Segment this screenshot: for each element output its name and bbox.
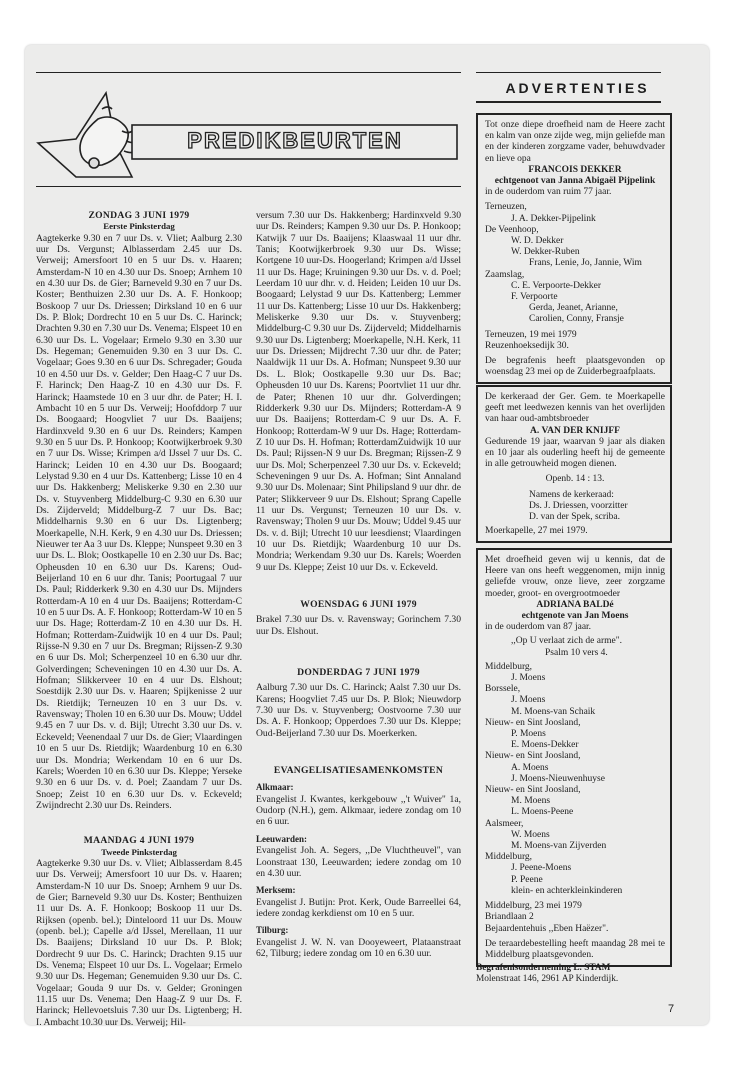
- ad-family-list: [485, 662, 665, 897]
- evangelisatie-entry: Evangelist J. W. N. van Dooyeweert, Plataanstraat 62, Tilburg; iedere zondag om 10 en 6.30 uur.: [256, 936, 461, 959]
- woensdag-services: Brakel 7.30 uur Ds. v. Ravensway; Gorinchem 7.30 uur Ds. Elshout.: [256, 614, 461, 637]
- ad-family-line: Nieuw- en Sint Joosland,: [485, 785, 581, 796]
- ad-intro: Met droefheid geven wij u kennis, dat de Heere van ons heeft weggenomen, mijn innig geliefde vrouw, onze lieve, zeer zorgzame moeder, groot- en overgrootmoeder: [485, 555, 665, 599]
- page-number: 7: [668, 1003, 675, 1015]
- woensdag-heading: WOENSDAG 6 JUNI 1979: [300, 599, 417, 610]
- ad-dekker: [476, 113, 672, 384]
- evangelisatie-place: Alkmaar:: [256, 782, 294, 793]
- ad-van-der-knijff: [476, 385, 672, 543]
- advertenties-title: ADVERTENTIES: [505, 80, 650, 96]
- ad-family-line: Middelburg,: [485, 852, 533, 863]
- ad-family-line: E. Moens-Dekker: [511, 740, 579, 751]
- bell-icon: [38, 93, 140, 177]
- middle-column: [256, 210, 461, 959]
- ad-family-line: Carolien, Conny, Fransje: [529, 314, 624, 325]
- ad-family-line: W. D. Dekker: [511, 236, 564, 247]
- undertaker-footer: [476, 963, 686, 985]
- ad-place-date: Terneuzen, 19 mei 1979: [485, 329, 577, 340]
- ad-family-list: [485, 202, 665, 325]
- ad-family-line: W. Moens: [511, 829, 550, 840]
- ad-signature: D. van der Spek, scriba.: [529, 512, 621, 523]
- ad-family-line: L. Moens-Peene: [511, 807, 574, 818]
- ad-family-line: J. Moens: [511, 673, 546, 684]
- banner-title: PREDIKBEURTEN: [187, 128, 403, 153]
- ad-address: Briandlaan 2: [485, 912, 534, 923]
- banner-rule-bottom: [36, 186, 461, 187]
- ad-body: Gedurende 19 jaar, waarvan 9 jaar als diaken en 10 jaar als ouderling heeft hij de gemeente in alle getrouwheid mogen dienen.: [485, 436, 665, 470]
- ad-burial: De begrafenis heeft plaatsgevonden op woensdag 23 mei op de Zuiderbegraafplaats.: [485, 356, 665, 378]
- ad-family-line: Nieuw- en Sint Joosland,: [485, 717, 581, 728]
- top-rule-left: [36, 72, 461, 73]
- ad-family-line: C. E. Verpoorte-Dekker: [511, 280, 602, 291]
- ad-psalm: Psalm 10 vers 4.: [545, 647, 608, 658]
- ad-spouse: echtgenote van Jan Moens: [521, 611, 629, 622]
- ad-family-line: P. Moens: [511, 729, 546, 740]
- ad-family-line: De Veenhoop,: [485, 224, 539, 235]
- ad-family-line: M. Moens-van Zijverden: [511, 841, 607, 852]
- ad-family-line: J. Moens: [511, 695, 546, 706]
- ad-intro: Tot onze diepe droefheid nam de Heere zacht en kalm van onze zijde weg, mijn geliefde man en der kinderen zorgzame vader, behuwdvader en lieve opa: [485, 120, 665, 164]
- ad-family-line: Frans, Lenie, Jo, Jannie, Wim: [529, 258, 642, 269]
- ad-family-line: Aalsmeer,: [485, 818, 524, 829]
- ad-family-line: Zaamslag,: [485, 269, 525, 280]
- maandag-subheading: Tweede Pinksterdag: [101, 846, 177, 857]
- ad-family-line: Nieuw- en Sint Joosland,: [485, 751, 581, 762]
- ad-family-line: P. Peene: [511, 874, 543, 885]
- ad-home: Bejaardentehuis ,,Eben Haëzer".: [485, 923, 609, 934]
- ad-burial: De teraardebestelling heeft maandag 28 mei te Middelburg plaatsgevonden.: [485, 938, 665, 960]
- ad-deceased-name: A. VAN DER KNIJFF: [530, 425, 620, 436]
- donderdag-heading: DONDERDAG 7 JUNI 1979: [297, 667, 420, 679]
- ad-family-line: J. A. Dekker-Pijpelink: [511, 213, 596, 224]
- ad-place-date: Middelburg, 23 mei 1979: [485, 901, 582, 912]
- ad-family-line: M. Moens-van Schaik: [511, 706, 596, 717]
- ad-deceased-name: ADRIANA BALDé: [536, 599, 614, 610]
- maandag-services: Aagtekerke 9.30 uur Ds. v. Vliet; Alblasserdam 8.45 uur Ds. Verweij; Amersfoort 10 uur Ds. v. Haaren; Amsterdam-N 10 uur Ds. Snoep; Arnhem 9 uur Ds. de Gier; Barneveld 9.30 uur Ds. Koster; Benthuizen 11 uur Ds. A. F. Honkoop; Boskoop 11 uur Ds. Rijksen (openb. bel.); Dinteloord 11 uur Ds. Mouw (openb. bel.); Capelle a/d IJssel, Merellaan, 11 uur Ds. Baaijens; Dirksland 10 uur Ds. P. Blok; Dordrecht 9 uur Ds. C. Harinck; Drachten 9.15 uur Ds. Venema; Elspeet 10 uur Ds. L. Vogelaar; Ermelo 9.30 uur Ds. Hegeman; Genemuiden 9.30 uur Ds. C. Vogelaar; Gouda 9 uur Ds. v. Gelder; Groningen 11.15 uur Ds. Venema; Den Haag-Z 9 uur Ds. F. Harinck; Hellevoetsluis 7.30 uur Ds. Ligtenberg; H. I. Ambacht 10.30 uur Ds. Verweij; Hil-: [36, 857, 242, 1028]
- ad-family-line: J. Moens-Nieuwenhuyse: [511, 773, 605, 784]
- maandag-heading: MAANDAG 4 JUNI 1979: [83, 835, 195, 847]
- ad-balde: [476, 548, 672, 967]
- ad-family-line: Gerda, Jeanet, Arianne,: [529, 303, 618, 314]
- ad-family-line: A. Moens: [511, 762, 549, 773]
- zondag-heading: ZONDAG 3 JUNI 1979: [88, 210, 190, 221]
- ad-quote: ,,Op U verlaat zich de arme".: [511, 636, 622, 647]
- ad-family-line: F. Verpoorte: [511, 292, 558, 303]
- ad-age: in de ouderdom van 87 jaar.: [485, 622, 592, 633]
- left-column: [36, 210, 242, 1028]
- ad-signature: Ds. J. Driessen, voorzitter: [529, 500, 628, 511]
- undertaker-name: Begrafenisonderneming L. STAM: [476, 963, 611, 973]
- ad-family-line: Middelburg,: [485, 661, 533, 672]
- zondag-services: Aagtekerke 9.30 en 7 uur Ds. v. Vliet; Aalburg 2.30 uur Ds. Vergunst; Alblasserdam 2.45 uur Ds. Verweij; Amersfoort 10 en 5 uur Ds. v. Haaren; Amsterdam-N 10 en 4.30 uur Ds. Snoep; Arnhem 10 en 4.30 uur Ds. de Gier; Barneveld 9.30 en 7 uur Ds. Koster; Benthuizen 2.30 uur Ds. A. F. Honkoop; Boskoop 7 uur Ds. Driessen; Dirksland 10 en 6 uur Ds. P. Blok; Dordrecht 10 en 5 uur Ds. C. Harinck; Drachten 9.30 en 7.30 uur Ds. Venema; Elspeet 10 en 6.30 uur Ds. L. Vogelaar; Ermelo 9.30 en 3.30 uur Ds. Hegeman; Genemuiden 9.30 en 3 uur Ds. C. Vogelaar; Goes 9.30 en 6 uur Ds. Schregader; Gouda 10 en 4.50 uur Ds. v. Gelder; Den Haag-C 7 uur Ds. F. Harinck; Den Haag-Z 10 en 4.30 uur Ds. F. Harinck; Haamstede 10 en 3 uur dhr. de Pater; H. I. Ambacht 10 en 5 uur Ds. Verweij; Hoofddorp 7 uur Ds. Boogaard; Hoogvliet 7 uur Ds. Baaijens; Hardinxveld 9.30 en 6 uur Ds. Reinders; Kampen 9.30 en 5 uur Ds. P. Honkoop; Kootwijkerbroek 9.30 en 7 uur Ds. Wisse; Krimpen a/d IJssel 7 uur Ds. C. Harinck; Leiden 10 en 4.30 uur Ds. Boogaard; Lelystad 9.30 en 4 uur Ds. Kattenberg; Lisse 10 en 4 uur Ds. Hakkenberg; Meliskerke 9.30 en 2.30 uur Ds. v. Stuyvenberg Middelburg-C 9.30 en 6.30 uur Ds. Zijderveld; Middelburg-Z 7 uur Ds. Bac; Middelharnis 9.30 en 6 uur Ds. Ligtenberg; Moerkapelle, N.H. Kerk, 9 en 4.30 uur Ds. Driessen; Nieuwer ter Aa 3 uur Ds. Kleppe; Nunspeet 9.30 en 3 uur Ds. L. Blok; Oostkapelle 10 en 2.30 uur Ds. Bac; Opheusden 10 en 6.30 uur Ds. Karens; Oud-Beijerland 10 en 6 uur dhr. Tanis; Poortugaal 7 uur Ds. Paul; Ridderkerk 9.30 en 4.30 uur Ds. Mijnders Rotterdam-A 10 en 4 uur Ds. Baaijens; Rotterdam-C 10 en 5 uur Ds. A. F. Honkoop; Rotterdam-W 10 en 5 uur Ds. Hage; Rotterdam-Z 10 en 4.30 uur Ds. H. Hofman; Rotterdam-Zuidwijk 10 en 4 uur Ds. Paul; Rijsse-N 9.30 en 7 uur Ds. Bregman; Rijssen-Z 9.30 en 6 uur Ds. Mol; Scherpenzeel 10 en 6.30 uur dhr. Golverdingen; Scheveningen 10 en 4.30 uur Ds. A. Hofman; Slikkerveer 10 en 4 uur Ds. Elshout; Soestdijk 2.30 uur Ds. v. Haaren; Spijkenisse 2 uur Ds. Rietdijk; Terneuzen 10 en 3 uur Ds. v. Ravensway; Tholen 10 en 6.30 uur Ds. Mouw; Uddel 9.45 en 7 uur Ds. v. d. Bijl; Utrecht 3.30 uur Ds. v. Eckeveld; Veenendaal 7 uur Ds. de Gier; Vlaardingen 10 en 5 uur Ds. Rietdijk; Waardenburg 10 en 6.30 uur Ds. Mondria; Werkendam 10 en 6 uur Ds. Karels; Woerden 10 en 6.30 uur Ds. Kleppe; Yerseke 9.30 en 6 uur Ds. v. d. Poel; Zaandam 7 uur Ds. Snoep; Zeist 10 en 6.30 uur Ds. v. Eckeveld; Zwijndrecht 2.30 uur Ds. Reinders.: [36, 232, 242, 811]
- ad-signature: Namens de kerkeraad:: [529, 489, 614, 500]
- ad-deceased-name: FRANCOIS DEKKER: [528, 164, 622, 175]
- donderdag-services: Aalburg 7.30 uur Ds. C. Harinck; Aalst 7.30 uur Ds. Karens; Hoogvliet 7.45 uur Ds. P. Blok; Nieuwdorp 7.30 uur Ds. v. Stuyvenberg; Oostvoorne 7.30 uur Ds. A. F. Honkoop; Opperdoes 7.30 uur Ds. Kleppe; Oud-Beijerland 7.30 uur Ds. Moerkerken.: [256, 682, 461, 739]
- ad-family-line: Borssele,: [485, 684, 521, 695]
- ads-rule: [476, 101, 661, 103]
- evangelisatie-entry: Evangelist J. Kwantes, kerkgebouw ,,'t Wuiver" 1a, Oudorp (N.H.), gem. Alkmaar, iedere zondag om 10 en 6 uur.: [256, 793, 461, 828]
- ad-place-date: Moerkapelle, 27 mei 1979.: [485, 526, 588, 537]
- maandag-services-continued: versum 7.30 uur Ds. Hakkenberg; Hardinxveld 9.30 uur Ds. Reinders; Kampen 9.30 uur Ds. P. Honkoop; Katwijk 7 uur Ds. Baaijens; Klaaswaal 11 uur dhr. Tanis; Kootwijkerbroek 9.30 uur Ds. Wisse; Kortgene 10 uur-Ds. Hoogerland; Krimpen a/d IJssel 11 uur Ds. Hage; Kruiningen 9.30 uur Ds. v. d. Poel; Leerdam 10 uur dhr. v. d. Heiden; Leiden 10 uur Ds. Boogaard; Lelystad 9 uur Ds. Kattenberg; Lemmer 11 uur Ds. Kattenberg; Lisse 10 uur Ds. Hakkenberg; Meliskerke 9.30 uur Ds. v. Stuyvenberg; Middelburg-C 9.30 uur Ds. Zijderveld; Middelharnis 9.30 uur Ds. Ligtenberg; Moerkapelle, N.H. Kerk, 11 uur Ds. Driessen; Mijdrecht 7.30 uur dhr. de Pater; Naaldwijk 11 uur Ds. A. Hofman; Nunspeet 9.30 uur Ds. L. Blok; Oostkapelle 9.30 uur Ds. Bac; Opheusden 10 uur Ds. Karens; Poortvliet 11 uur dhr. de Pater; Rhenen 10 uur dhr. Golverdingen; Ridderkerk 9.30 uur Ds. Mijnders; Rotterdam-A 9 uur Ds. Baaijens; Rotterdam-C 9 uur Ds. A. F. Honkoop; Rotterdam-W 9 uur Ds. Hage; Rotterdam-Z 10 uur Ds. H. Hofman; RotterdamZuidwijk 10 uur Ds. Paul; Rijssen-N 9 uur Ds. Bregman; Rijssen-Z 9 uur Ds. Mol; Scherpenzeel 7.30 uur Ds. v. Eckeveld; Scheveningen 9 uur Ds. A. Hofman; Sint Annaland 9.30 uur Ds. Molenaar; Sint Philipsland 9 uur dhr. de Pater; Slikkerveer 9 uur Ds. Elshout; Sprang Capelle 11 uur Ds. Vergunst; Terneuzen 10 uur Ds. v. Ravensway; Tholen 9 uur Ds. Mouw; Uddel 9.45 uur Ds. v. d. Bijl; Utrecht 10 uur leesdienst; Vlaardingen 10 uur Ds. Rietdijk; Waardenburg 10 uur Ds. Mondria; Werkendam 9.30 uur Ds. Karels; Woerden 9 uur Ds. Kleppe; Zeist 10 uur Ds. v. Eckeveld.: [256, 210, 461, 573]
- ad-age: in de ouderdom van ruim 77 jaar.: [485, 187, 612, 198]
- ad-intro: De kerkeraad der Ger. Gem. te Moerkapelle geeft met leedwezen kennis van het overlijden van haar oud-ambtsbroeder: [485, 392, 665, 425]
- ad-address: Reuzenhoeksedijk 30.: [485, 340, 569, 351]
- undertaker-address: Molenstraat 146, 2961 AP Kinderdijk.: [476, 974, 619, 984]
- evangelisatie-entry: Evangelist J. Butijn: Prot. Kerk, Oude Barreellei 64, iedere zondag kerkdienst om 10 en 5 uur.: [256, 896, 461, 919]
- top-rule-right: [476, 72, 661, 73]
- evangelisatie-heading: EVANGELISATIESAMENKOMSTEN: [273, 765, 444, 777]
- evangelisatie-place: Merksem:: [256, 885, 296, 896]
- ad-family-line: klein- en achterkleinkinderen: [511, 885, 623, 896]
- evangelisatie-place: Leeuwarden:: [256, 833, 307, 844]
- ad-spouse: echtgenoot van Janna Abigaël Pijpelink: [494, 176, 656, 187]
- ad-verse: Openb. 14 : 13.: [545, 474, 605, 485]
- evangelisatie-entry: Evangelist Joh. A. Segers, ,,De Vluchtheuvel", van Loonstraat 130, Leeuwarden; iedere zondag om 10 en 4.30 uur.: [256, 845, 461, 879]
- ad-family-line: J. Peene-Moens: [511, 863, 572, 874]
- ad-family-line: W. Dekker-Ruben: [511, 247, 580, 258]
- zondag-subheading: Eerste Pinksterdag: [103, 221, 175, 232]
- ad-family-line: Terneuzen,: [485, 202, 527, 213]
- evangelisatie-place: Tilburg:: [256, 925, 289, 936]
- ad-family-line: M. Moens: [511, 796, 551, 807]
